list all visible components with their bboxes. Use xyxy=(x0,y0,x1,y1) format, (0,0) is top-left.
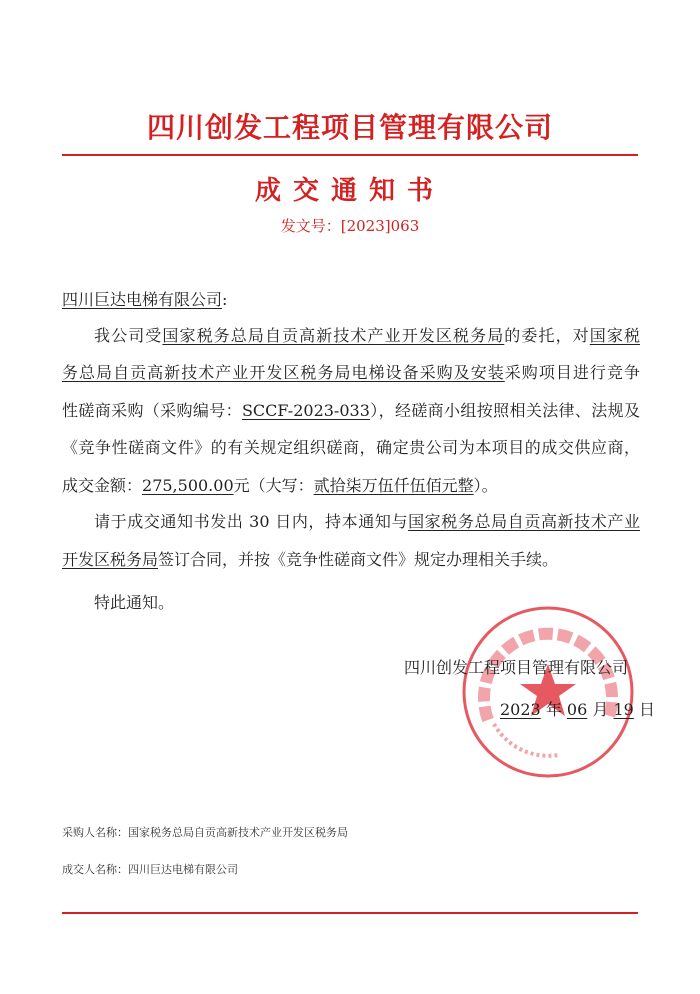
amount: 275,500.00 xyxy=(142,476,234,495)
para2-line xyxy=(62,549,640,571)
year: 2023 xyxy=(500,700,541,719)
label: 成交人名称： xyxy=(62,863,128,876)
company-seal xyxy=(458,602,638,782)
label: 日 xyxy=(638,700,655,719)
value: 四川巨达电梯有限公司 xyxy=(128,863,238,876)
text: 采购项目进行竞争 xyxy=(504,363,640,382)
text: 性磋商采购（采购编号： xyxy=(62,401,242,420)
supplier-footer xyxy=(62,861,238,877)
text: 签订合同，并按《竞争性磋商文件》规定办理相关手续。 xyxy=(158,550,559,569)
text: 我公司受 xyxy=(94,326,163,345)
amount-in-words: 贰拾柒万伍仟伍佰元整 xyxy=(313,476,474,495)
signature-date xyxy=(500,697,655,720)
value: 国家税务总局自贡高新技术产业开发区税务局 xyxy=(128,826,348,839)
salutation xyxy=(62,289,640,311)
label: 月 xyxy=(592,700,609,719)
signature-company: 四川创发工程项目管理有限公司 xyxy=(404,658,629,677)
label: 采购人名称： xyxy=(62,826,128,839)
document-title: 成交通知书 xyxy=(254,176,445,206)
purchaser-name: 国家税务总局自贡高新技术产业 xyxy=(408,512,640,531)
text: ）。 xyxy=(473,476,498,495)
para1-line: 《竞争性磋商文件》的有关规定组织磋商，确定贵公司为本项目的成交供应商， xyxy=(62,438,640,457)
para1-line xyxy=(62,362,640,384)
label: 年 xyxy=(545,700,562,719)
purchaser-name: 开发区税务局 xyxy=(62,550,159,569)
para1-line xyxy=(62,475,640,497)
para2-line xyxy=(62,511,640,533)
document-number: 发文号：[2023]063 xyxy=(280,217,420,235)
text: 元（大写： xyxy=(233,476,314,495)
para1-line xyxy=(62,400,640,422)
seal-number-arc xyxy=(494,724,558,756)
para1-line xyxy=(62,325,640,347)
project-name: 国家税 xyxy=(589,326,640,345)
colon: : xyxy=(222,290,228,309)
text: 请于成交通知书发出 30 日内，持本通知与 xyxy=(94,512,409,531)
bottom-divider xyxy=(62,912,638,914)
purchaser-footer xyxy=(62,824,348,840)
company-header: 四川创发工程项目管理有限公司 xyxy=(146,111,553,144)
month: 06 xyxy=(566,700,588,719)
purchaser-name: 国家税务总局自贡高新技术产业开发区税务局 xyxy=(162,326,505,345)
recipient-name: 四川巨达电梯有限公司 xyxy=(62,290,223,309)
project-name: 务总局自贡高新技术产业开发区税务局电梯设备采购及安装 xyxy=(62,363,505,382)
day: 19 xyxy=(613,700,634,719)
procurement-number: SCCF-2023-033 xyxy=(241,401,370,420)
text: 成交金额： xyxy=(62,476,143,495)
top-divider xyxy=(62,154,638,156)
text: ），经磋商小组按照相关法律、法规及 xyxy=(369,401,640,420)
closing: 特此通知。 xyxy=(94,593,175,612)
text: 的委托，对 xyxy=(504,326,590,345)
